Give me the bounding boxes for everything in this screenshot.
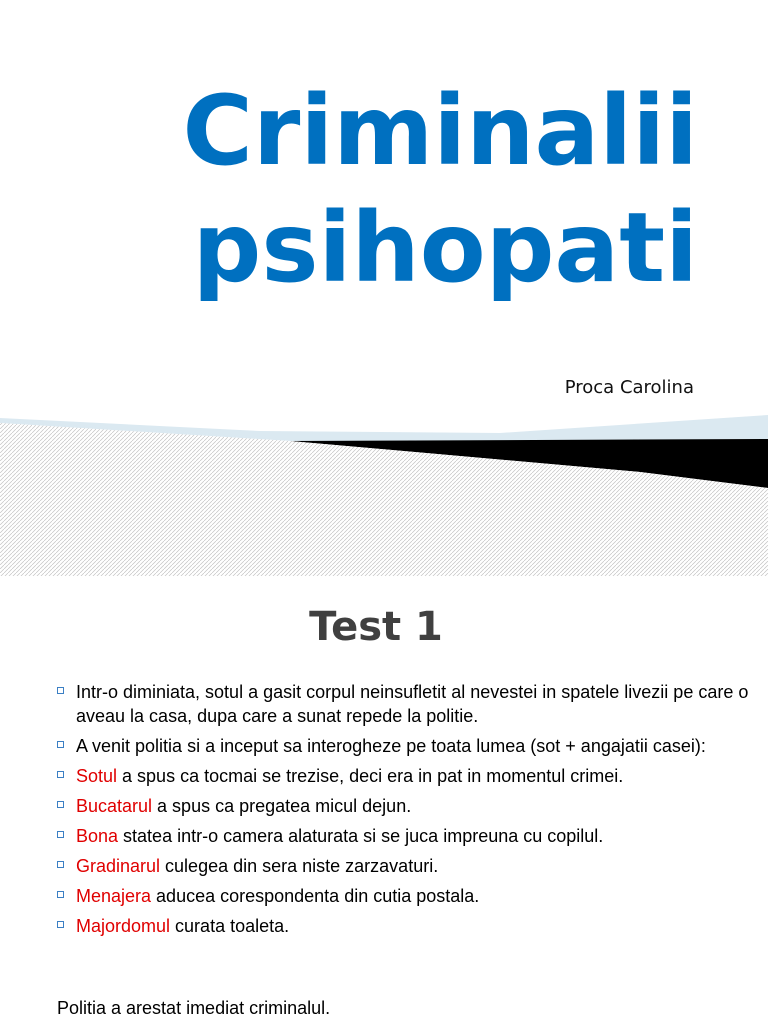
bullet-text: statea intr-o camera alaturata si se juca impreuna cu copilul. — [118, 826, 604, 846]
bullet-item — [50, 734, 760, 758]
conclusion-text: Politia a arestat imediat criminalul. — [57, 998, 331, 1018]
bullet-item — [50, 794, 760, 818]
square-bullet-icon — [57, 687, 64, 694]
suspect-role: Bona — [76, 826, 119, 846]
bullet-text: aducea corespondenta din cutia postala. — [151, 886, 480, 906]
square-bullet-icon — [57, 891, 64, 898]
bullet-list — [50, 680, 760, 944]
suspect-role: Bucatarul — [76, 796, 153, 816]
suspect-role: Sotul — [76, 766, 118, 786]
author-subtitle: Proca Carolina — [564, 377, 694, 398]
bullet-text: A venit politia si a inceput sa interogheze pe toata lumea (sot + angajatii casei): — [76, 736, 706, 756]
bullet-item — [50, 764, 760, 788]
title-line-2: psihopati — [192, 192, 698, 304]
bullet-text: a spus ca tocmai se trezise, deci era in pat in momentul crimei. — [117, 766, 624, 786]
square-bullet-icon — [57, 741, 64, 748]
bullet-item — [50, 680, 760, 728]
suspect-role: Menajera — [76, 886, 152, 906]
slide-title: Test 1 — [309, 604, 443, 650]
square-bullet-icon — [57, 801, 64, 808]
bullet-text: curata toaleta. — [170, 916, 290, 936]
square-bullet-icon — [57, 771, 64, 778]
suspect-role: Majordomul — [76, 916, 171, 936]
bullet-text: culegea din sera niste zarzavaturi. — [160, 856, 439, 876]
bullet-item — [50, 914, 760, 938]
square-bullet-icon — [57, 921, 64, 928]
bullet-text: a spus ca pregatea micul dejun. — [152, 796, 412, 816]
decorative-wave-band — [0, 405, 768, 576]
bullet-item — [50, 854, 760, 878]
suspect-role: Gradinarul — [76, 856, 161, 876]
bullet-item — [50, 824, 760, 848]
bullet-item — [50, 884, 760, 908]
test-slide — [0, 576, 768, 1024]
square-bullet-icon — [57, 831, 64, 838]
square-bullet-icon — [57, 861, 64, 868]
bullet-text: Intr-o diminiata, sotul a gasit corpul neinsufletit al nevestei in spatele livezii pe care o aveau la casa, dupa care a sunat repede la politie. — [76, 682, 749, 726]
title-line-1: Criminalii — [182, 75, 698, 187]
